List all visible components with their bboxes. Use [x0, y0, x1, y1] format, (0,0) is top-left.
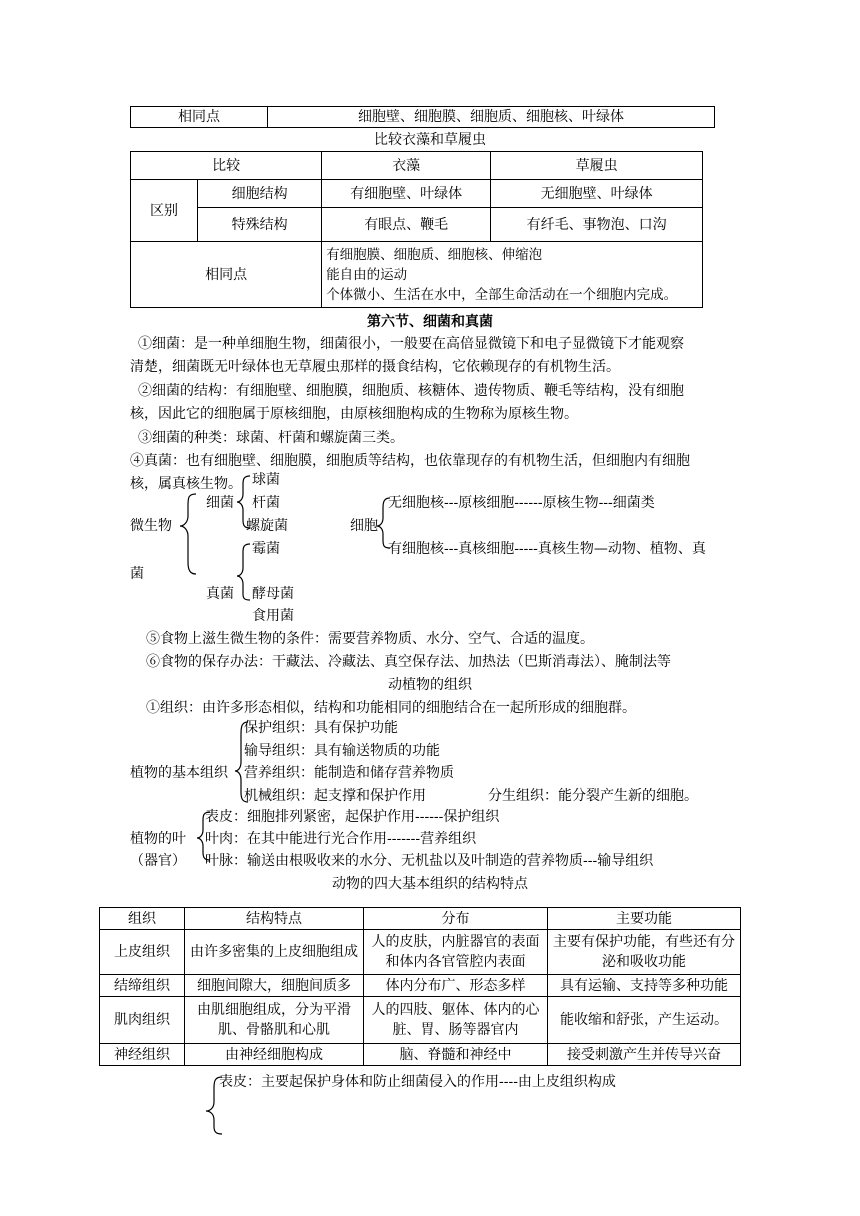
animal-header: 分布 — [364, 908, 548, 930]
compare-header-chlamydomonas: 衣藻 — [322, 152, 491, 180]
same-line: 有细胞膜、细胞质、细胞核、伸缩泡 — [326, 246, 543, 263]
leaf-item: 表皮：细胞排列紧密，起保护作用------保护组织 — [205, 809, 500, 825]
fungi-label: 真菌 — [206, 586, 234, 602]
table-cell: 接受刺激产生并传导兴奋 — [548, 1044, 741, 1066]
compare-row-label: 特殊结构 — [198, 208, 322, 242]
table-cell: 由许多密集的上皮细胞组成 — [185, 930, 364, 975]
leaf-item: 叶脉：输送由根吸收来的水分、无机盐以及叶制造的营养物质---输导组织 — [205, 853, 654, 869]
brace-icon — [237, 476, 250, 528]
p6: ⑥食物的保存办法：干藏法、冷藏法、真空保存法、加热法（巴斯消毒法）、腌制法等 — [146, 654, 671, 670]
brace-icon — [377, 498, 390, 548]
top-table-label: 相同点 — [131, 107, 268, 128]
skin-line: 表皮：主要起保护身体和防止细菌侵入的作用----由上皮组织构成 — [219, 1074, 616, 1090]
t1: ①组织：由许多形态相似，结构和功能相同的细胞结合在一起所形成的细胞群。 — [146, 700, 636, 716]
p3: ③细菌的种类：球菌、杆菌和螺旋菌三类。 — [138, 430, 404, 446]
plant-tissue-root: 植物的基本组织 — [130, 765, 228, 781]
p4-line1: ④真菌：也有细胞壁、细胞膜，细胞质等结构，也依靠现存的有机物生活，但细胞内有细胞 — [130, 453, 690, 469]
brace-icon — [206, 1077, 222, 1134]
table-cell: 能收缩和舒张，产生运动。 — [548, 997, 741, 1044]
fungi-item: 霉菌 — [252, 541, 280, 557]
cell-line2: 有细胞核---真核细胞-----真核生物—动物、植物、真 — [388, 541, 706, 557]
section6-title: 第六节、细菌和真菌 — [367, 314, 493, 330]
p2-line1: ②细菌的结构：有细胞壁、细胞膜，细胞质、核糖体、遗传物质、鞭毛等结构，没有细胞 — [138, 383, 684, 399]
plant-tissue-item: 机械组织：起支撑和保护作用 — [244, 788, 426, 804]
compare-cell: 有纤毛、事物泡、口沟 — [491, 208, 703, 242]
cell-line1: 无细胞核---原核细胞------原核生物---细菌类 — [388, 495, 655, 511]
table-cell: 具有运输、支持等多种功能 — [548, 975, 741, 997]
brace-icon — [180, 494, 196, 574]
p2-line2: 核，因此它的细胞属于原核细胞，由原核细胞构成的生物称为原核生物。 — [130, 406, 578, 422]
plant-tissue-item: 营养组织：能制造和储存营养物质 — [244, 765, 454, 781]
micro-root2: 菌 — [130, 566, 144, 582]
bacteria-label: 细菌 — [206, 495, 234, 511]
fungi-item: 食用菌 — [252, 608, 294, 624]
plant-tissue-item: 输导组织：具有输送物质的功能 — [244, 743, 440, 759]
table-cell: 体内分布广、形态多样 — [364, 975, 548, 997]
compare-same-label: 相同点 — [131, 242, 322, 308]
p1-line1: ①细菌：是一种单细胞生物，细菌很小，一般要在高倍显微镜下和电子显微镜下才能观察 — [138, 336, 684, 352]
p5: ⑤食物上滋生微生物的条件：需要营养物质、水分、空气、合适的温度。 — [146, 631, 594, 647]
brace-icon — [235, 722, 248, 802]
p4-line2: 核，属真核生物。 — [130, 476, 242, 492]
table-cell: 人的四肢、躯体、体内的心脏、胃、肠等器官内 — [364, 997, 548, 1044]
bacteria-item: 杆菌 — [252, 495, 280, 511]
compare-title: 比较衣藻和草履虫 — [374, 132, 486, 148]
table-cell: 人的皮肤，内脏器官的表面和体内各官管腔内表面 — [364, 930, 548, 975]
compare-cell: 有眼点、鞭毛 — [322, 208, 491, 242]
table-cell: 脑、脊髓和神经中 — [364, 1044, 548, 1066]
table-cell: 细胞间隙大，细胞间质多 — [185, 975, 364, 997]
table-cell: 肌肉组织 — [100, 997, 185, 1044]
animal-title: 动物的四大基本组织的结构特点 — [332, 876, 528, 892]
tissue-title: 动植物的组织 — [388, 677, 472, 693]
micro-root: 微生物 — [130, 518, 172, 534]
table-cell: 主要有保护功能，有些还有分泌和吸收功能 — [548, 930, 741, 975]
table-cell: 由肌细胞组成，分为平滑肌、骨骼肌和心肌 — [185, 997, 364, 1044]
table-cell: 上皮组织 — [100, 930, 185, 975]
animal-header: 主要功能 — [548, 908, 741, 930]
fungi-item: 酵母菌 — [252, 586, 294, 602]
brace-icon — [237, 544, 250, 600]
cell-root: 细胞 — [350, 518, 378, 534]
top-table-value: 细胞壁、细胞膜、细胞质、细胞核、叶绿体 — [268, 107, 715, 128]
leaf-root2: （器官） — [130, 853, 186, 869]
p1-line2: 清楚，细菌既无叶绿体也无草履虫那样的摄食结构，它依赖现存的有机物生活。 — [130, 359, 620, 375]
leaf-item: 叶肉：在其中能进行光合作用-------营养组织 — [205, 831, 477, 847]
compare-header-compare: 比较 — [131, 152, 322, 180]
same-line: 能自由的运动 — [326, 266, 408, 283]
table-cell: 神经组织 — [100, 1044, 185, 1066]
plant-tissue-extra: 分生组织：能分裂产生新的细胞。 — [488, 788, 698, 804]
leaf-root: 植物的叶 — [130, 831, 186, 847]
compare-header-paramecium: 草履虫 — [491, 152, 703, 180]
plant-tissue-item: 保护组织：具有保护功能 — [244, 720, 398, 736]
compare-diff-label: 区别 — [131, 180, 198, 242]
compare-cell: 有细胞壁、叶绿体 — [322, 180, 491, 208]
table-cell: 由神经细胞构成 — [185, 1044, 364, 1066]
same-line: 个体微小、生活在水中，全部生命活动在一个细胞内完成。 — [326, 286, 678, 303]
animal-header: 结构特点 — [185, 908, 364, 930]
compare-row-label: 细胞结构 — [198, 180, 322, 208]
animal-header: 组织 — [100, 908, 185, 930]
bacteria-item: 螺旋菌 — [246, 518, 288, 534]
table-cell: 结缔组织 — [100, 975, 185, 997]
brace-icon — [197, 812, 210, 860]
bacteria-item: 球菌 — [252, 472, 280, 488]
compare-cell: 无细胞壁、叶绿体 — [491, 180, 703, 208]
